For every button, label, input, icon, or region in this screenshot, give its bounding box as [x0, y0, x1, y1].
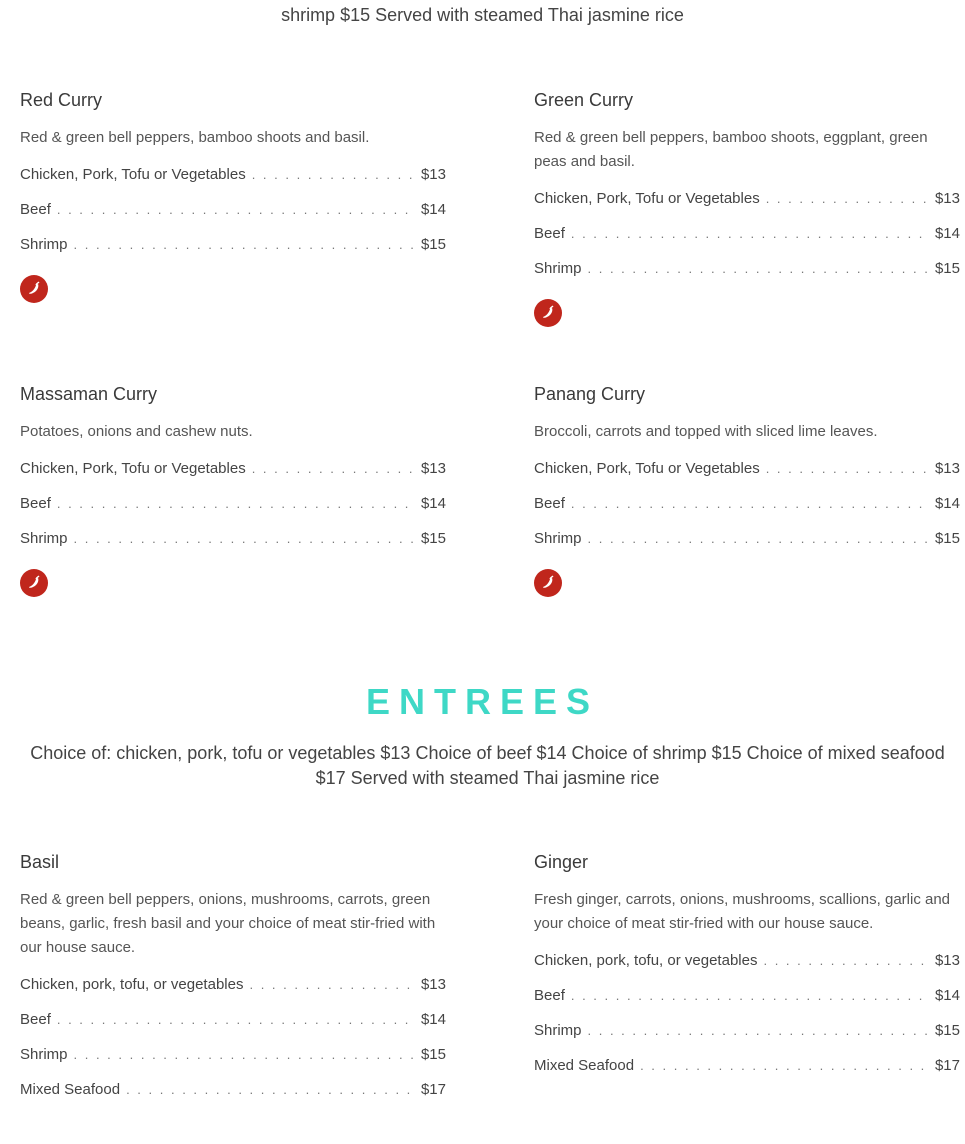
price-row [20, 165, 446, 185]
menu-item-green-curry [534, 89, 960, 327]
price-option: Shrimp [20, 530, 68, 547]
price-row [20, 1080, 446, 1100]
item-title: Ginger [534, 852, 589, 872]
price: $15 [934, 530, 960, 547]
item-description: Fresh ginger, carrots, onions, mushrooms, scallions, garlic and your choice of meat stir-fried with our house sauce. [534, 891, 951, 932]
price: $17 [934, 1057, 960, 1074]
chili-pepper-icon [534, 569, 562, 597]
price-row [20, 1045, 446, 1065]
price-option: Mixed Seafood [534, 1057, 635, 1074]
price: $14 [934, 225, 960, 242]
price: $14 [420, 1011, 446, 1028]
section-title-entrees: ENTREES [365, 681, 600, 722]
item-title: Red Curry [20, 90, 103, 110]
dot-leader [588, 1021, 929, 1041]
menu-item-red-curry [20, 89, 446, 303]
price-option: Mixed Seafood [20, 1081, 121, 1098]
item-description: Red & green bell peppers, onions, mushrooms, carrots, green beans, garlic, fresh basil and your choice of meat stir-fried with our house sauce. [20, 891, 436, 956]
dot-leader [588, 259, 929, 279]
dot-leader [74, 529, 415, 549]
item-title: Basil [20, 852, 60, 872]
price: $14 [420, 201, 446, 218]
menu-item-massaman-curry [20, 383, 446, 597]
curries-intro-note: shrimp $15 Served with steamed Thai jasmine rice [281, 5, 684, 25]
item-description: Red & green bell peppers, bamboo shoots, eggplant, green peas and basil. [534, 129, 928, 170]
price-option: Chicken, Pork, Tofu or Vegetables [20, 460, 246, 477]
dot-leader [57, 494, 415, 514]
price: $13 [420, 460, 446, 477]
price-option: Shrimp [534, 1022, 582, 1039]
price-option: Beef [20, 201, 51, 218]
price-row [534, 951, 960, 971]
dot-leader [57, 200, 415, 220]
item-description: Potatoes, onions and cashew nuts. [20, 423, 253, 440]
price-row [20, 975, 446, 995]
dot-leader [588, 529, 929, 549]
price-option: Beef [534, 495, 565, 512]
chili-pepper-icon [20, 569, 48, 597]
dot-leader [571, 224, 929, 244]
price-row [534, 459, 960, 479]
menu-item-basil [20, 851, 446, 1100]
price-option: Shrimp [534, 260, 582, 277]
menu-item-panang-curry [534, 383, 960, 597]
price: $15 [420, 236, 446, 253]
price-option: Beef [534, 225, 565, 242]
item-description: Red & green bell peppers, bamboo shoots and basil. [20, 129, 370, 146]
price-option: Shrimp [534, 530, 582, 547]
price: $17 [420, 1081, 446, 1098]
entrees-intro-note: Choice of: chicken, pork, tofu or vegetables $13 Choice of beef $14 Choice of shrimp $15 Choice of mixed seafood $17 Served with steamed Thai jasmine rice [30, 743, 945, 788]
price-option: Chicken, pork, tofu, or vegetables [534, 952, 758, 969]
menu-item-ginger [534, 851, 960, 1076]
price-option: Chicken, pork, tofu, or vegetables [20, 976, 244, 993]
dot-leader [766, 459, 929, 479]
dot-leader [571, 986, 929, 1006]
dot-leader [74, 1045, 415, 1065]
dot-leader [74, 235, 415, 255]
price-option: Chicken, Pork, Tofu or Vegetables [20, 166, 246, 183]
price-row [20, 235, 446, 255]
price-row [534, 189, 960, 209]
price-row [20, 1010, 446, 1030]
price-option: Beef [20, 1011, 51, 1028]
dot-leader [571, 494, 929, 514]
dot-leader [126, 1080, 415, 1100]
price: $13 [934, 190, 960, 207]
price-row [534, 1056, 960, 1076]
price: $13 [934, 952, 960, 969]
item-title: Massaman Curry [20, 384, 158, 404]
dot-leader [57, 1010, 415, 1030]
price-option: Beef [534, 987, 565, 1004]
chili-pepper-icon [20, 275, 48, 303]
price: $15 [420, 1046, 446, 1063]
price: $14 [420, 495, 446, 512]
price-option: Shrimp [20, 236, 68, 253]
price-option: Chicken, Pork, Tofu or Vegetables [534, 190, 760, 207]
price: $14 [934, 987, 960, 1004]
price: $13 [934, 460, 960, 477]
price-row [20, 529, 446, 549]
item-title: Panang Curry [534, 384, 646, 404]
chili-pepper-icon [534, 299, 562, 327]
price: $13 [420, 166, 446, 183]
price-row [20, 459, 446, 479]
price-option: Shrimp [20, 1046, 68, 1063]
price: $15 [934, 260, 960, 277]
item-title: Green Curry [534, 90, 634, 110]
price-row [534, 529, 960, 549]
price: $15 [420, 530, 446, 547]
price-option: Beef [20, 495, 51, 512]
price-row [534, 224, 960, 244]
price-option: Chicken, Pork, Tofu or Vegetables [534, 460, 760, 477]
price: $14 [934, 495, 960, 512]
dot-leader [252, 165, 415, 185]
dot-leader [252, 459, 415, 479]
price-row [534, 259, 960, 279]
price-row [534, 1021, 960, 1041]
dot-leader [766, 189, 929, 209]
dot-leader [640, 1056, 929, 1076]
price: $15 [934, 1022, 960, 1039]
price-row [20, 200, 446, 220]
price-row [534, 494, 960, 514]
dot-leader [763, 951, 929, 971]
item-description: Broccoli, carrots and topped with sliced lime leaves. [534, 423, 878, 440]
price-row [534, 986, 960, 1006]
dot-leader [249, 975, 415, 995]
price-row [20, 494, 446, 514]
price: $13 [420, 976, 446, 993]
